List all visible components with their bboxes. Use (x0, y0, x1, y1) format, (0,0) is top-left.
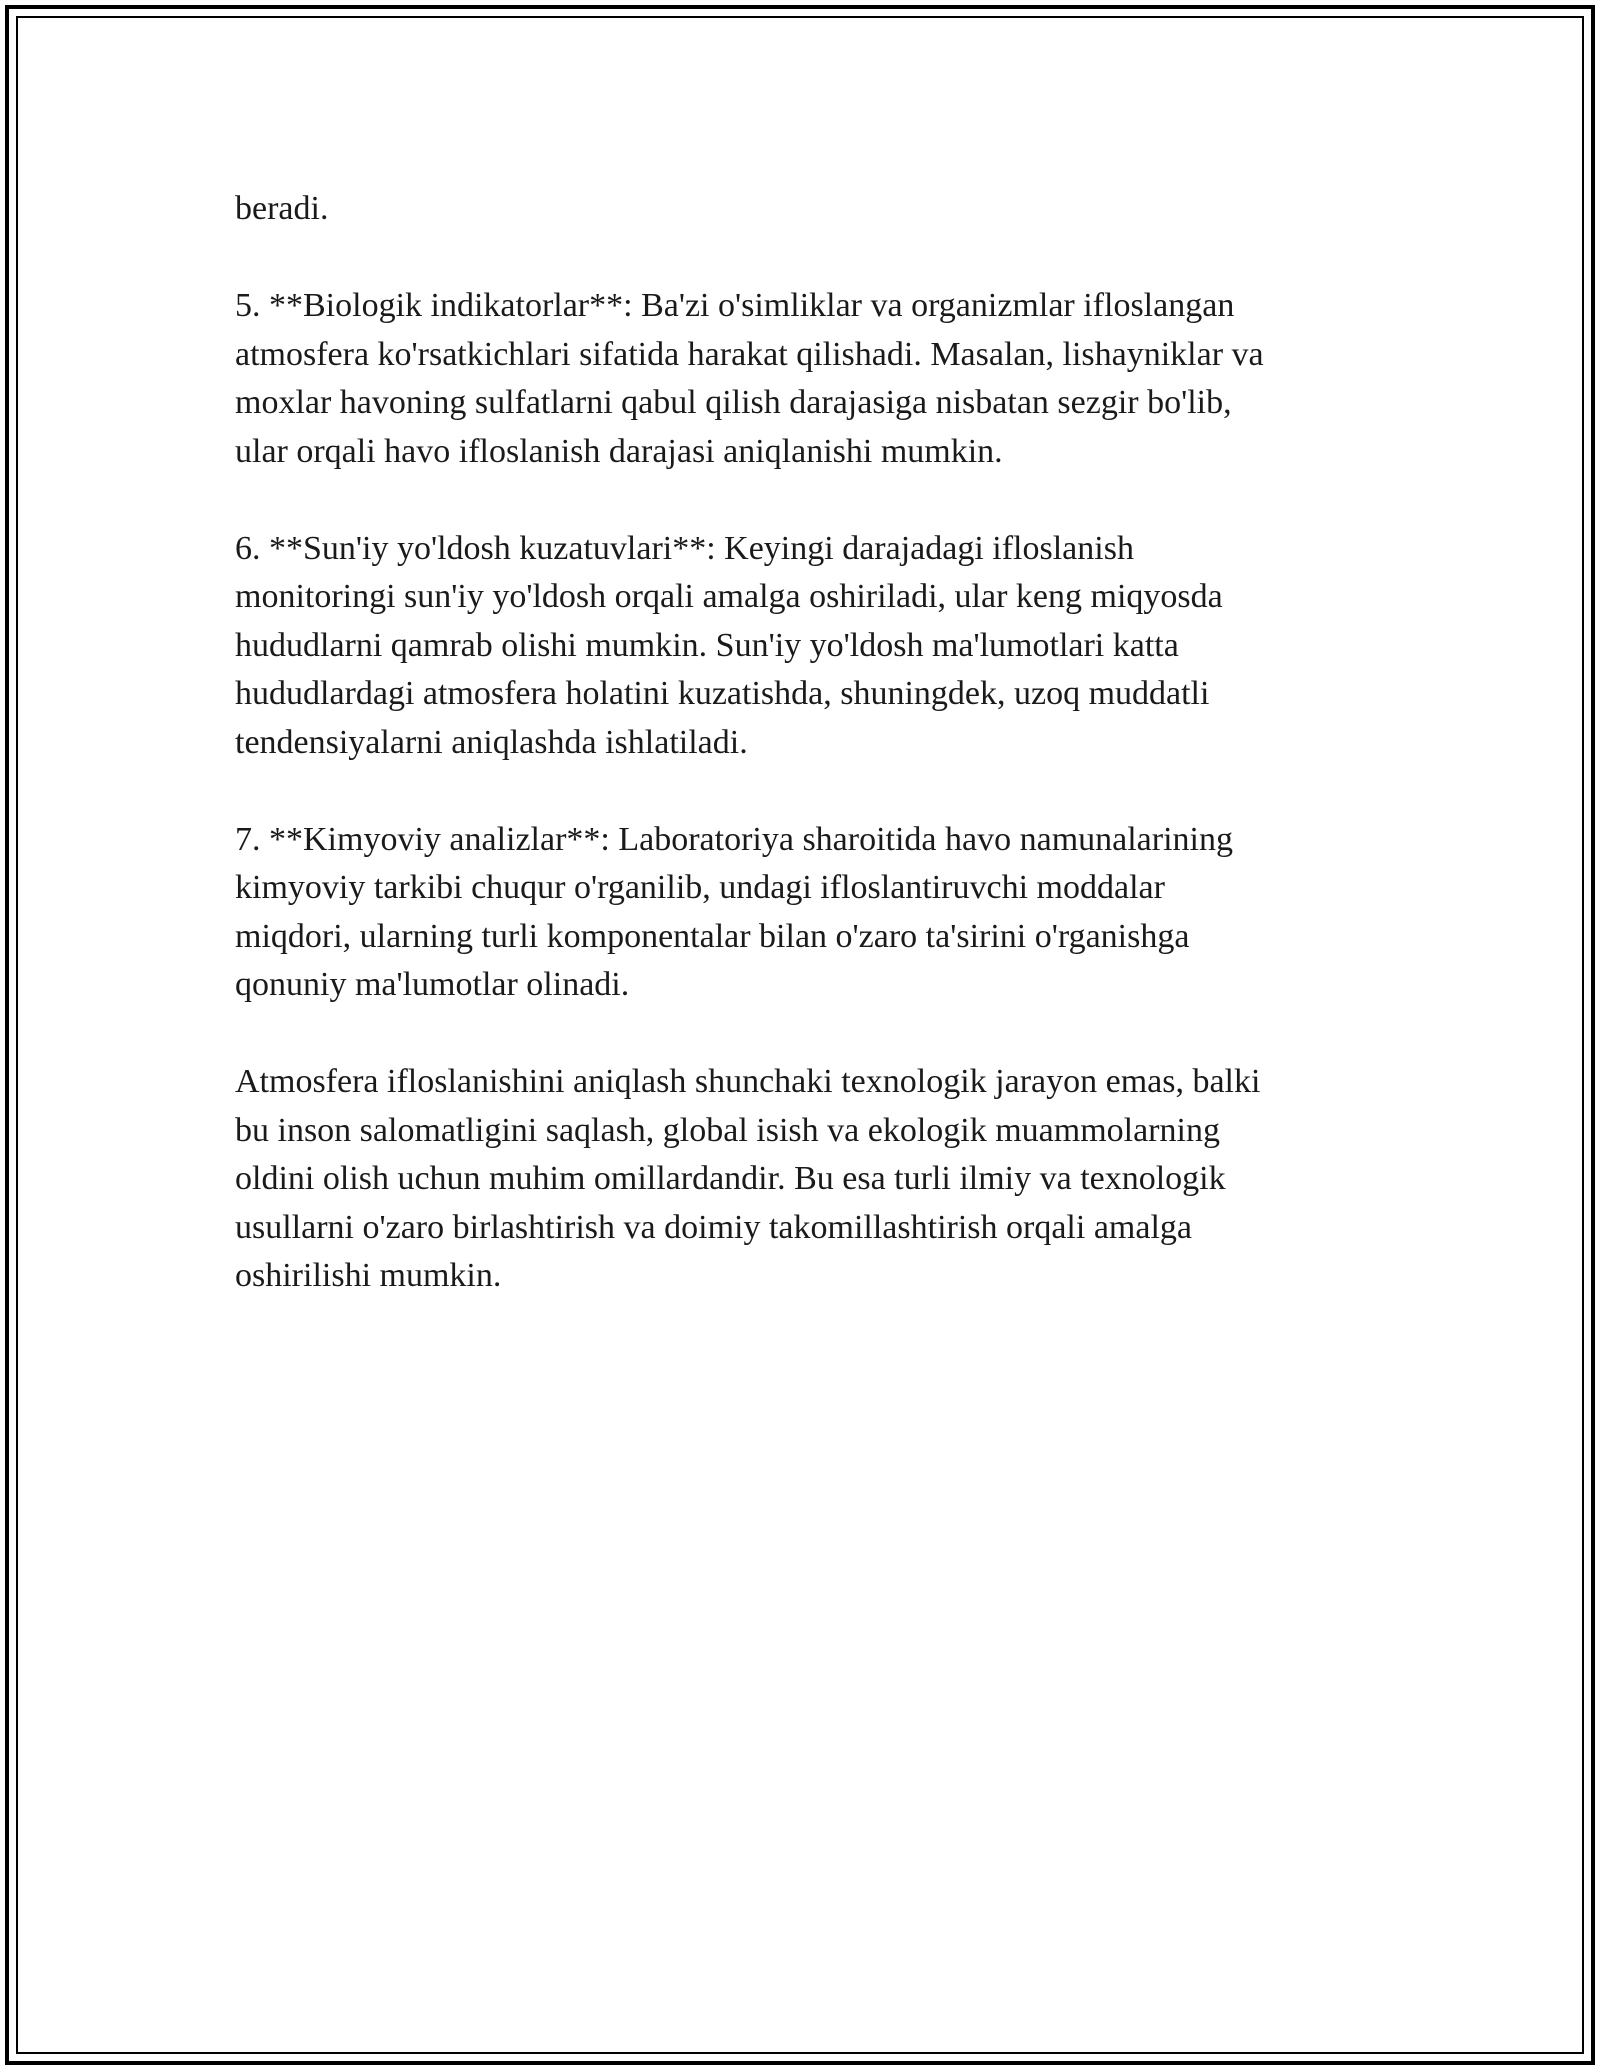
paragraph-chemical-analyses: 7. **Kimyoviy analizlar**: Laboratoriya sharoitida havo namunalarining kimyoviy tarkibi chuqur o'rganilib, undagi ifloslantiruvchi moddalar miqdori, ularning turli komponentalar bilan o'zaro ta'sirini o'rganishga qonuniy ma'lumotlar olinadi. (235, 820, 1233, 1003)
document-body (235, 185, 1375, 1349)
paragraph-continuation: beradi. (235, 190, 329, 227)
paragraph-conclusion: Atmosfera ifloslanishini aniqlash shunchaki texnologik jarayon emas, balki bu inson salomatligini saqlash, global isish va ekologik muammolarning oldini olish uchun muhim omillardandir. Bu esa turli ilmiy va texnologik usullarni o'zaro birlashtirish va doimiy takomillashtirish orqali amalga oshirilishi mumkin. (235, 1063, 1261, 1294)
paragraph-biological-indicators: 5. **Biologik indikatorlar**: Ba'zi o'simliklar va organizmlar ifloslangan atmosfera ko'rsatkichlari sifatida harakat qilishadi. Masalan, lishayniklar va moxlar havoning sulfatlarni qabul qilish darajasiga nisbatan sezgir bo'lib, ular orqali havo ifloslanish darajasi aniqlanishi mumkin. (235, 287, 1264, 470)
paragraph-satellite-observations: 6. **Sun'iy yo'ldosh kuzatuvlari**: Keyingi darajadagi ifloslanish monitoringi sun'iy yo'ldosh orqali amalga oshiriladi, ular keng miqyosda hududlarni qamrab olishi mumkin. Sun'iy yo'ldosh ma'lumotlari katta hududlardagi atmosfera holatini kuzatishda, shuningdek, uzoq muddatli tendensiyalarni aniqlashda ishlatiladi. (235, 529, 1223, 761)
